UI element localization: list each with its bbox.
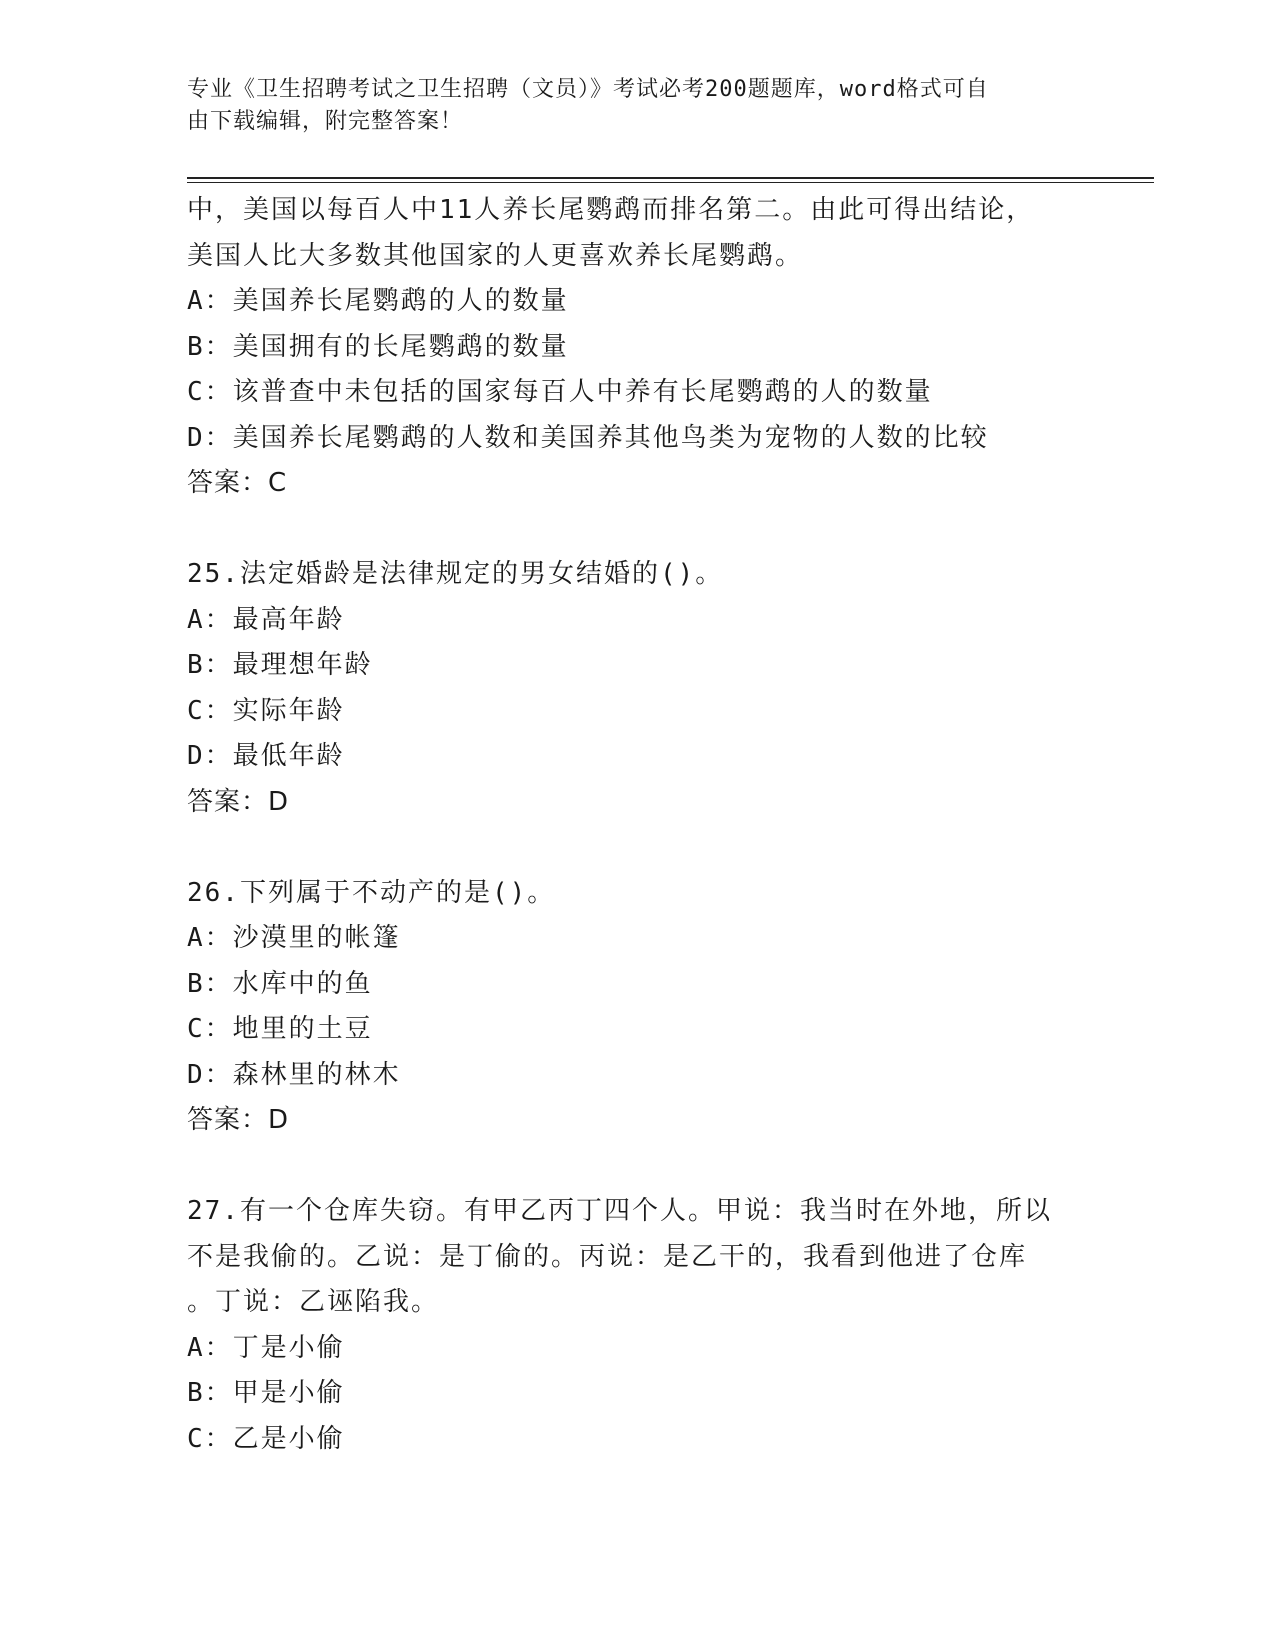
spacer	[187, 507, 1087, 553]
header-divider-thin	[187, 182, 1154, 183]
question-text: 美国人比大多数其他国家的人更喜欢养长尾鹦鹉。	[187, 240, 804, 271]
answer-line: 答案：D	[187, 786, 290, 817]
document-header	[187, 74, 1067, 138]
spacer	[187, 825, 1087, 871]
option-d: D：美国养长尾鹦鹉的人数和美国养其他鸟类为宠物的人数的比较	[187, 422, 989, 453]
option-b: B：水库中的鱼	[187, 968, 373, 999]
option-d: D：最低年龄	[187, 741, 345, 771]
question-27	[187, 1189, 1087, 1462]
answer-line: 答案：D	[187, 1105, 290, 1135]
question-text: 不是我偷的。乙说：是丁偷的。丙说：是乙干的，我看到他进了仓库	[187, 1241, 1028, 1272]
question-text: 25.法定婚龄是法律规定的男女结婚的()。	[187, 559, 724, 589]
option-a: A：沙漠里的帐篷	[187, 923, 401, 953]
question-text: 。丁说：乙诬陷我。	[187, 1287, 440, 1317]
document-body	[187, 188, 1087, 1462]
question-text: 26.下列属于不动产的是()。	[187, 877, 556, 908]
option-a: A：丁是小偷	[187, 1332, 345, 1363]
header-line-2: 由下载编辑，附完整答案！	[187, 109, 464, 134]
option-c: C：实际年龄	[187, 695, 345, 726]
answer-line: 答案：C	[187, 468, 288, 498]
option-b: B：美国拥有的长尾鹦鹉的数量	[187, 331, 569, 362]
option-b: B：甲是小偷	[187, 1378, 345, 1408]
option-c: C：乙是小偷	[187, 1423, 345, 1454]
option-c: C：该普查中未包括的国家每百人中养有长尾鹦鹉的人的数量	[187, 377, 933, 407]
option-d: D：森林里的林木	[187, 1059, 401, 1090]
header-divider-thick	[187, 177, 1154, 179]
question-text: 中，美国以每百人中11人养长尾鹦鹉而排名第二。由此可得出结论，	[187, 195, 1035, 225]
option-c: C：地里的土豆	[187, 1014, 373, 1044]
header-line-1: 专业《卫生招聘考试之卫生招聘（文员）》考试必考200题题库，word格式可自	[187, 77, 989, 102]
question-25	[187, 552, 1087, 825]
option-a: A：美国养长尾鹦鹉的人的数量	[187, 286, 569, 316]
option-b: B：最理想年龄	[187, 650, 373, 680]
spacer	[187, 1144, 1087, 1190]
option-a: A：最高年龄	[187, 604, 345, 635]
question-26	[187, 871, 1087, 1144]
question-text: 27.有一个仓库失窃。有甲乙丙丁四个人。甲说：我当时在外地，所以	[187, 1196, 1052, 1226]
question-24	[187, 188, 1087, 507]
